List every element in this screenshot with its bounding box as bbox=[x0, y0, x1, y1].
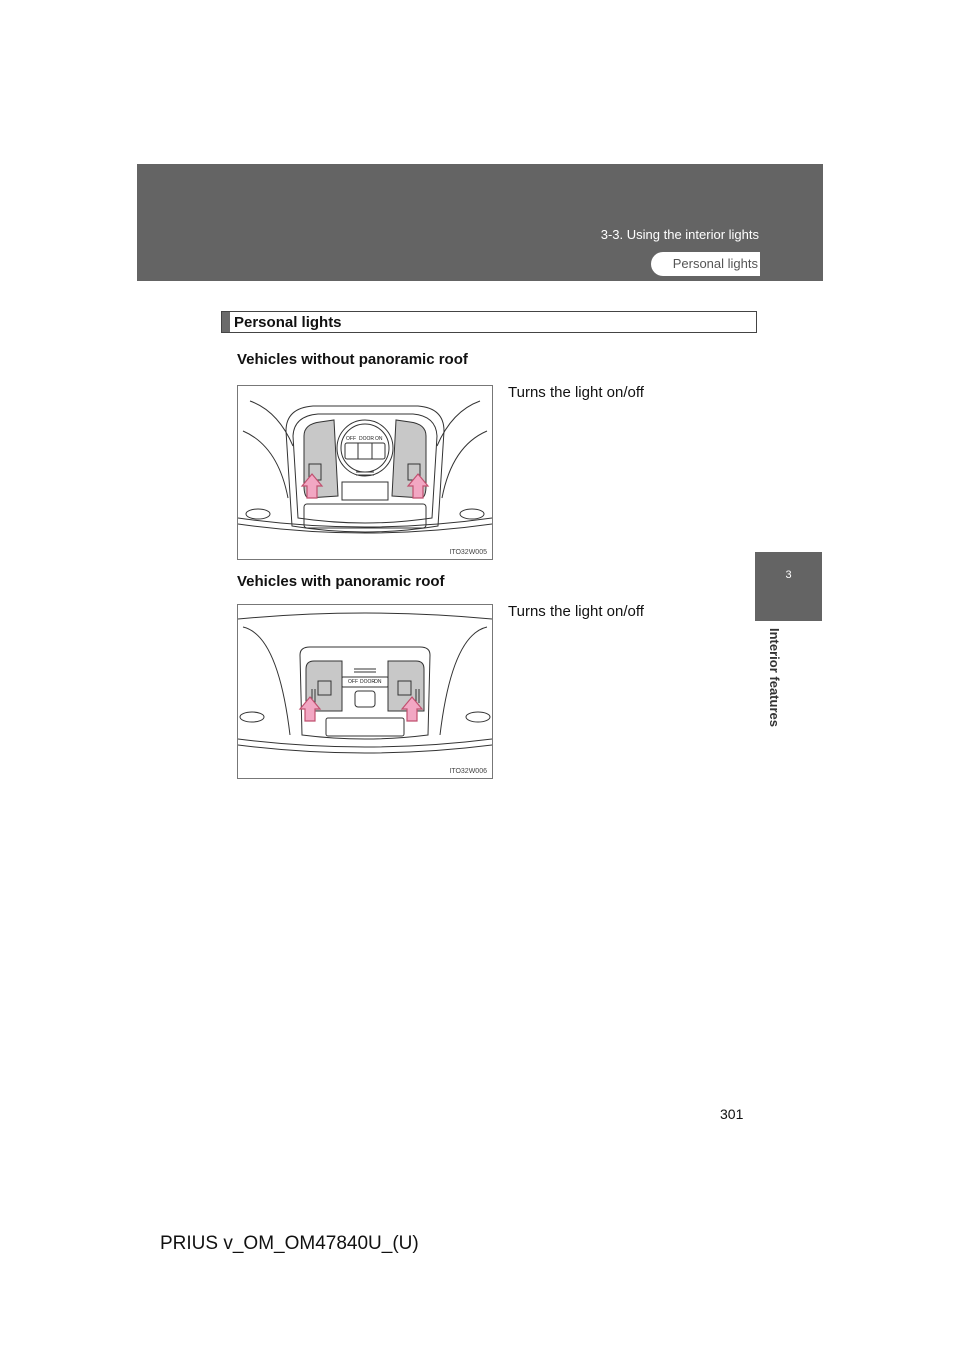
variant-heading-no-roof: Vehicles without panoramic roof bbox=[237, 351, 468, 368]
chapter-tab-label: Interior features bbox=[767, 628, 782, 727]
personal-lights-illustration bbox=[238, 386, 492, 559]
panel-label-door: DOOR bbox=[360, 679, 375, 685]
personal-lights-illustration bbox=[238, 605, 492, 778]
header-section-title: 3-3. Using the interior lights bbox=[600, 227, 759, 242]
panel-label-on: ON bbox=[374, 679, 382, 685]
header-topic-label: Personal lights bbox=[672, 256, 758, 271]
panel-label-off: OFF bbox=[346, 436, 356, 442]
panel-label-on: ON bbox=[375, 436, 383, 442]
figure-code: ITO32W005 bbox=[449, 549, 487, 556]
manual-footer: PRIUS v_OM_OM47840U_(U) bbox=[160, 1233, 419, 1254]
section-title: Personal lights bbox=[234, 314, 342, 331]
section-title-box bbox=[221, 311, 757, 333]
panel-label-door: DOOR bbox=[359, 436, 374, 442]
section-title-bar bbox=[222, 312, 230, 332]
page-number: 301 bbox=[720, 1106, 744, 1122]
header-band bbox=[137, 164, 823, 281]
chapter-tab-number: 3 bbox=[755, 552, 822, 621]
header-topic-tab bbox=[651, 252, 760, 276]
figure-panoramic-roof bbox=[237, 604, 493, 779]
variant-description-no-roof: Turns the light on/off bbox=[508, 384, 644, 401]
figure-no-panoramic-roof bbox=[237, 385, 493, 560]
variant-heading-panoramic-roof: Vehicles with panoramic roof bbox=[237, 573, 445, 590]
panel-label-off: OFF bbox=[348, 679, 358, 685]
variant-description-panoramic-roof: Turns the light on/off bbox=[508, 603, 644, 620]
figure-code: ITO32W006 bbox=[449, 768, 487, 775]
